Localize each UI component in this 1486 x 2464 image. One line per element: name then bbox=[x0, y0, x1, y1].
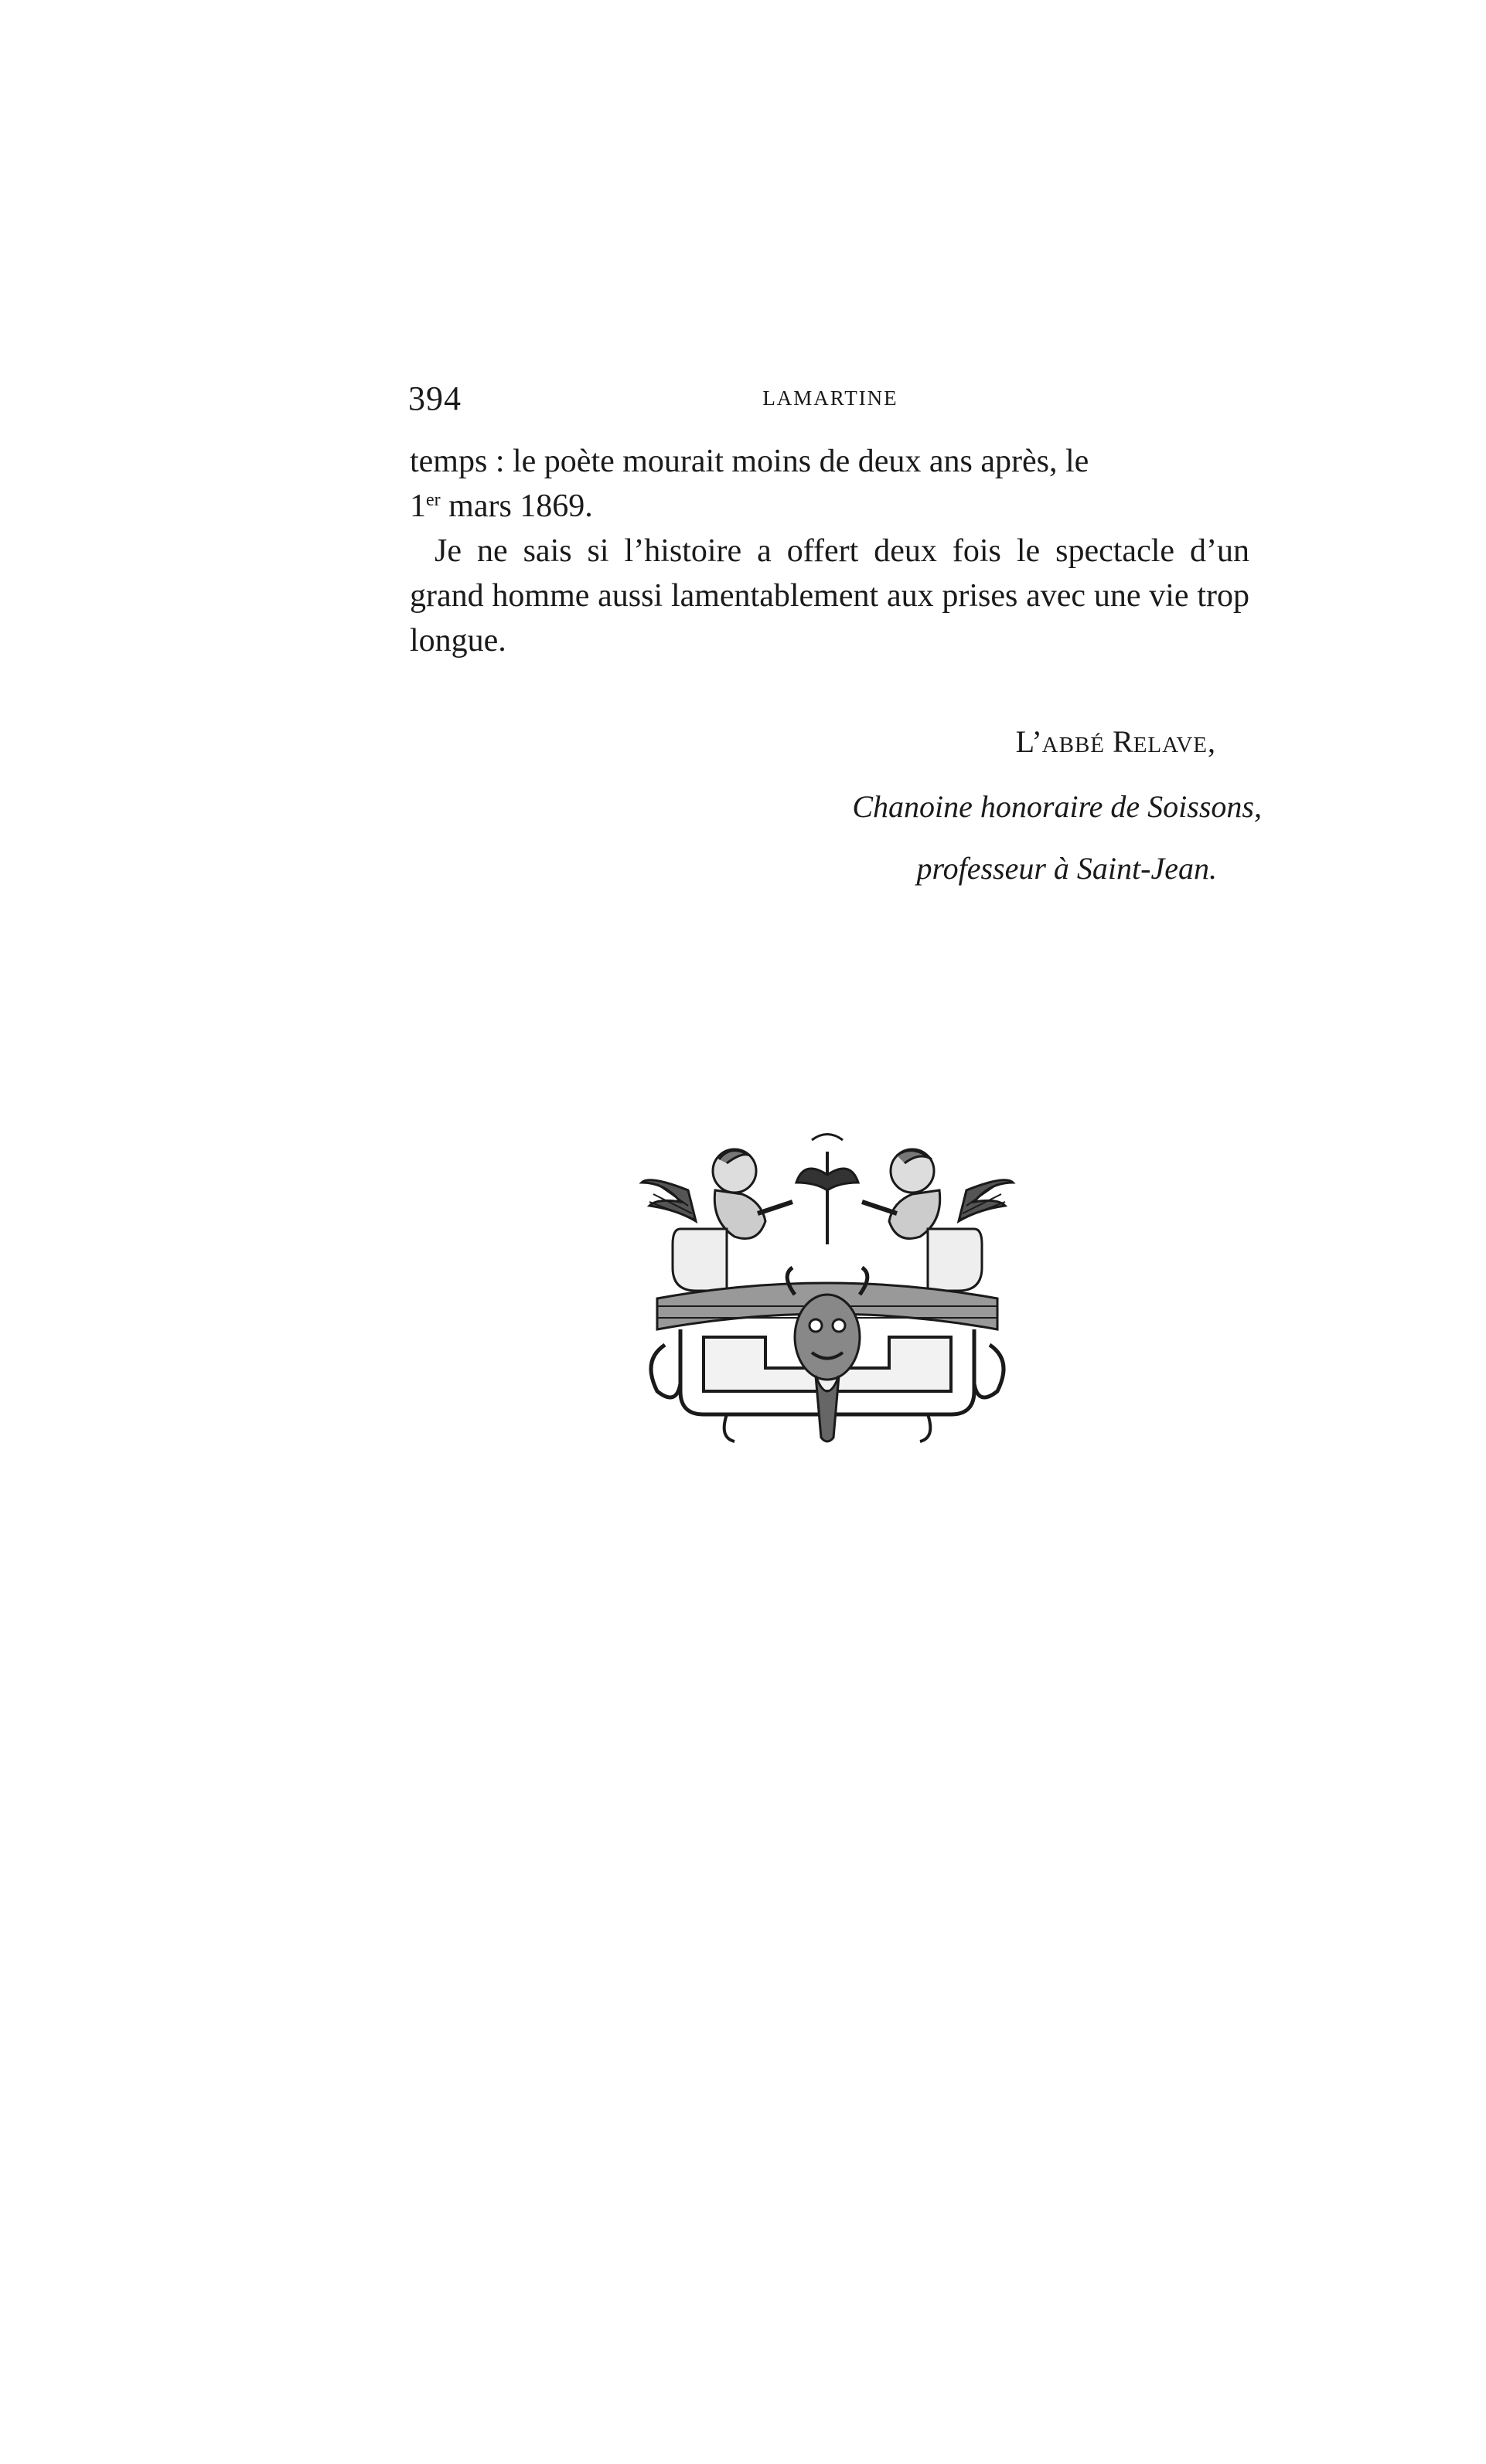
paragraph-continuation bbox=[410, 439, 1249, 529]
page-number: 394 bbox=[408, 379, 462, 417]
paragraph: Je ne sais si l’histoire a offert deux fois le spectacle d’un grand homme aussi lamentablement aux prises avec une vie trop longue. bbox=[410, 533, 1249, 659]
paragraph-line: temps : le poète mourait moins de deux ans après, le bbox=[410, 444, 1089, 479]
tailpiece-ornament bbox=[634, 1128, 1021, 1453]
ordinal-suffix: er bbox=[426, 490, 441, 510]
ordinal-number: 1 bbox=[410, 488, 426, 524]
author-name: L’ABBÉ RELAVE, bbox=[1015, 724, 1215, 759]
body-text bbox=[410, 439, 1249, 663]
author-title: Chanoine honoraire de Soissons, bbox=[852, 789, 1262, 824]
author-position: professeur à Saint-Jean. bbox=[916, 851, 1217, 886]
running-head bbox=[408, 379, 1253, 425]
signature-block bbox=[852, 711, 1262, 900]
paragraph-line-end: mars 1869. bbox=[440, 488, 593, 524]
running-title: LAMARTINE bbox=[762, 386, 898, 410]
